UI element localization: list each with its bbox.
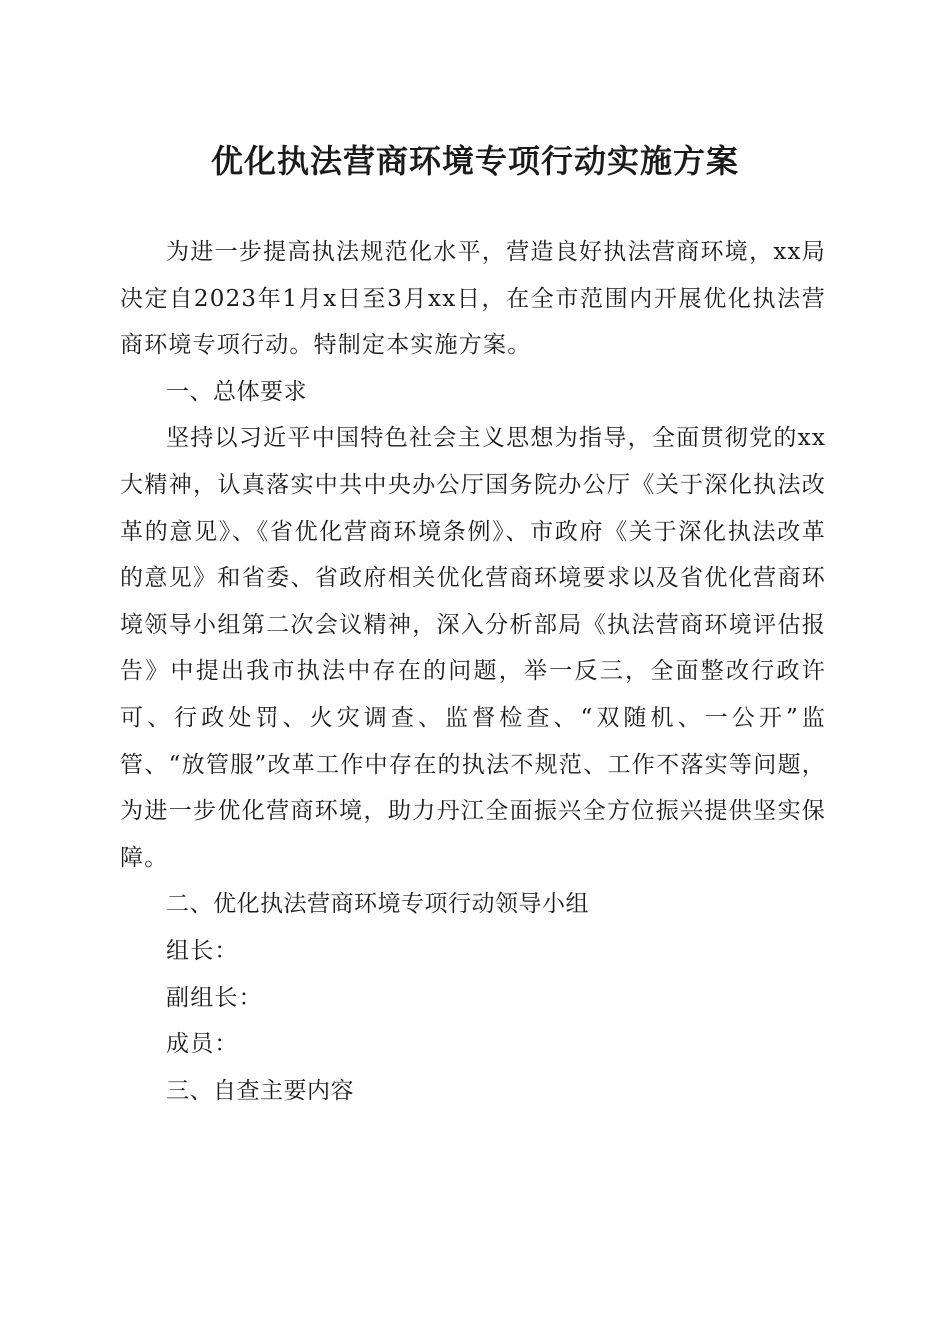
section-1-heading: 一、总体要求 xyxy=(166,378,307,405)
group-leader-field: 组长： xyxy=(166,937,239,964)
section-1-paragraph: 坚持以习近平中国特色社会主义思想为指导，全面贯彻党的xx大精神，认真落实中共中央办公厅国务院办公厅《关于深化执法改革的意见》、《省优化营商环境条例》、市政府《关于深化执法改革的意见》和省委、省政府相关优化营商环境要求以及省优化营商环境领导小组第二次会议精神，深入分析部局《执法营商环境评估报告》中提出我市执法中存在的问题，举一反三，全面整改行政许可、行政处罚、火灾调查、监督检查、“双随机、一公开”监管、“放管服”改革工作中存在的执法不规范、工作不落实等问题，为进一步优化营商环境，助力丹江全面振兴全方位振兴提供坚实保障。 xyxy=(120,425,826,871)
document-title: 优化执法营商环境专项行动实施方案 xyxy=(210,142,739,180)
members-field: 成员： xyxy=(166,1031,239,1058)
document-body xyxy=(120,229,826,1114)
intro-paragraph: 为进一步提高执法规范化水平，营造良好执法营商环境，xx局决定自2023年1月x日至3月xx日，在全市范围内开展优化执法营商环境专项行动。特制定本实施方案。 xyxy=(120,239,826,359)
deputy-leader-field: 副组长： xyxy=(166,984,263,1011)
section-3-heading: 三、自查主要内容 xyxy=(166,1077,354,1104)
section-2-heading: 二、优化执法营商环境专项行动领导小组 xyxy=(166,891,589,918)
